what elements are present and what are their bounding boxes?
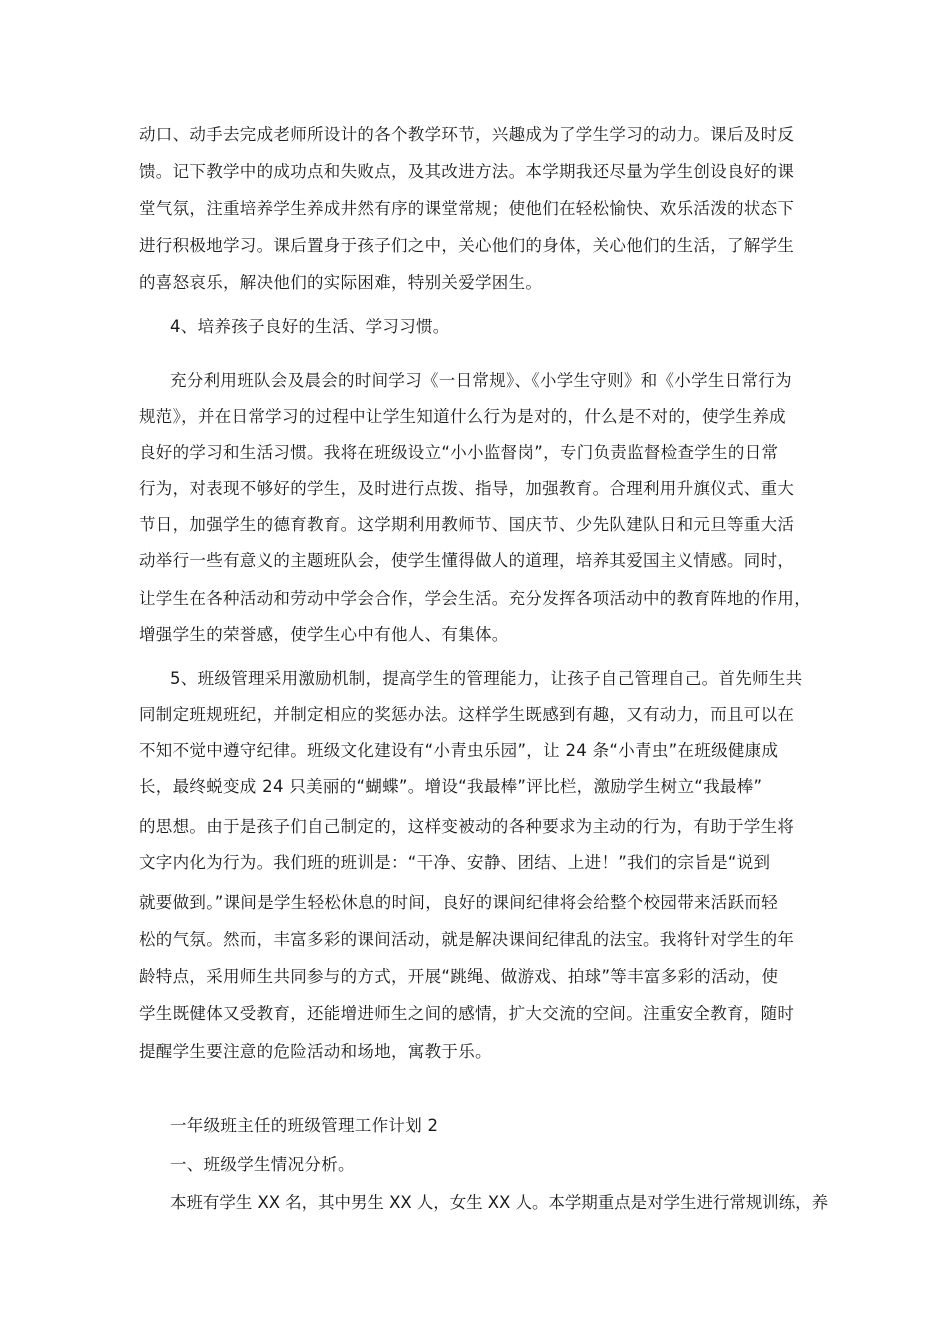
paragraph-line: 龄特点，采用师生共同参与的方式，开展“跳绳、做游戏、拍球”等丰富多彩的活动，使 (139, 967, 779, 986)
paragraph-line: 本班有学生 XX 名，其中男生 XX 人，女生 XX 人。本学期重点是对学生进行常规训练，养 (170, 1193, 829, 1212)
paragraph-line: 不知不觉中遵守纪律。班级文化建设有“小青虫乐园”，让 24 条“小青虫”在班级健康成 (139, 741, 779, 760)
paragraph-line: 的喜怒哀乐，解决他们的实际困难，特别关爱学困生。 (139, 273, 543, 292)
paragraph-line: 动举行一些有意义的主题班队会，使学生懂得做人的道理，培养其爱国主义情感。同时， (139, 551, 795, 570)
paragraph-line: 同制定班规班纪，并制定相应的奖惩办法。这样学生既感到有趣，又有动力，而且可以在 (139, 705, 795, 724)
paragraph-line: 文字内化为行为。我们班的班训是：“干净、安静、团结、上进！”我们的宗旨是“说到 (139, 853, 771, 872)
paragraph-line: 的思想。由于是孩子们自己制定的，这样变被动的各种要求为主动的行为，有助于学生将 (139, 817, 795, 836)
section-heading: 一、班级学生情况分析。 (170, 1155, 355, 1174)
paragraph-line: 堂气氛，注重培养学生养成井然有序的课堂常规；使他们在轻松愉快、欢乐活泼的状态下 (139, 199, 795, 218)
paragraph-line: 就要做到。”课间是学生轻松休息的时间，良好的课间纪律将会给整个校园带来活跃而轻 (139, 893, 778, 912)
paragraph-line: 规范》，并在日常学习的过程中让学生知道什么行为是对的，什么是不对的，使学生养成 (139, 407, 786, 426)
paragraph-line: 让学生在各种活动和劳动中学会合作，学会生活。充分发挥各项活动中的教育阵地的作用， (139, 589, 811, 608)
paragraph-line: 节日，加强学生的德育教育。这学期利用教师节、国庆节、少先队建队日和元旦等重大活 (139, 515, 795, 534)
document-title: 一年级班主任的班级管理工作计划 2 (170, 1116, 439, 1135)
paragraph-line: 馈。记下教学中的成功点和失败点，及其改进方法。本学期我还尽量为学生创设良好的课 (139, 162, 795, 181)
paragraph-line: 长，最终蜕变成 24 只美丽的“蝴蝶”。增设“我最棒”评比栏，激励学生树立“我最棒” (139, 777, 763, 796)
section-heading: 4、培养孩子良好的生活、学习习惯。 (170, 317, 450, 336)
paragraph-line: 进行积极地学习。课后置身于孩子们之中，关心他们的身体，关心他们的生活，了解学生 (139, 236, 795, 255)
paragraph-line: 5、班级管理采用激励机制，提高学生的管理能力，让孩子自己管理自己。首先师生共 (170, 669, 803, 688)
paragraph-line: 行为，对表现不够好的学生，及时进行点拨、指导，加强教育。合理利用升旗仪式、重大 (139, 479, 795, 498)
paragraph-line: 松的气氛。然而，丰富多彩的课间活动，就是解决课间纪律乱的法宝。我将针对学生的年 (139, 930, 795, 949)
paragraph-line: 动口、动手去完成老师所设计的各个教学环节，兴趣成为了学生学习的动力。课后及时反 (139, 125, 795, 144)
paragraph-line: 充分利用班队会及晨会的时间学习《一日常规》、《小学生守则》和《小学生日常行为 (170, 371, 792, 390)
paragraph-line: 提醒学生要注意的危险活动和场地，寓教于乐。 (139, 1042, 492, 1061)
paragraph-line: 学生既健体又受教育，还能增进师生之间的感情，扩大交流的空间。注重安全教育，随时 (139, 1004, 795, 1023)
paragraph-line: 良好的学习和生活习惯。我将在班级设立“小小监督岗”，专门负责监督检查学生的日常 (139, 443, 779, 462)
paragraph-line: 增强学生的荣誉感，使学生心中有他人、有集体。 (139, 625, 509, 644)
